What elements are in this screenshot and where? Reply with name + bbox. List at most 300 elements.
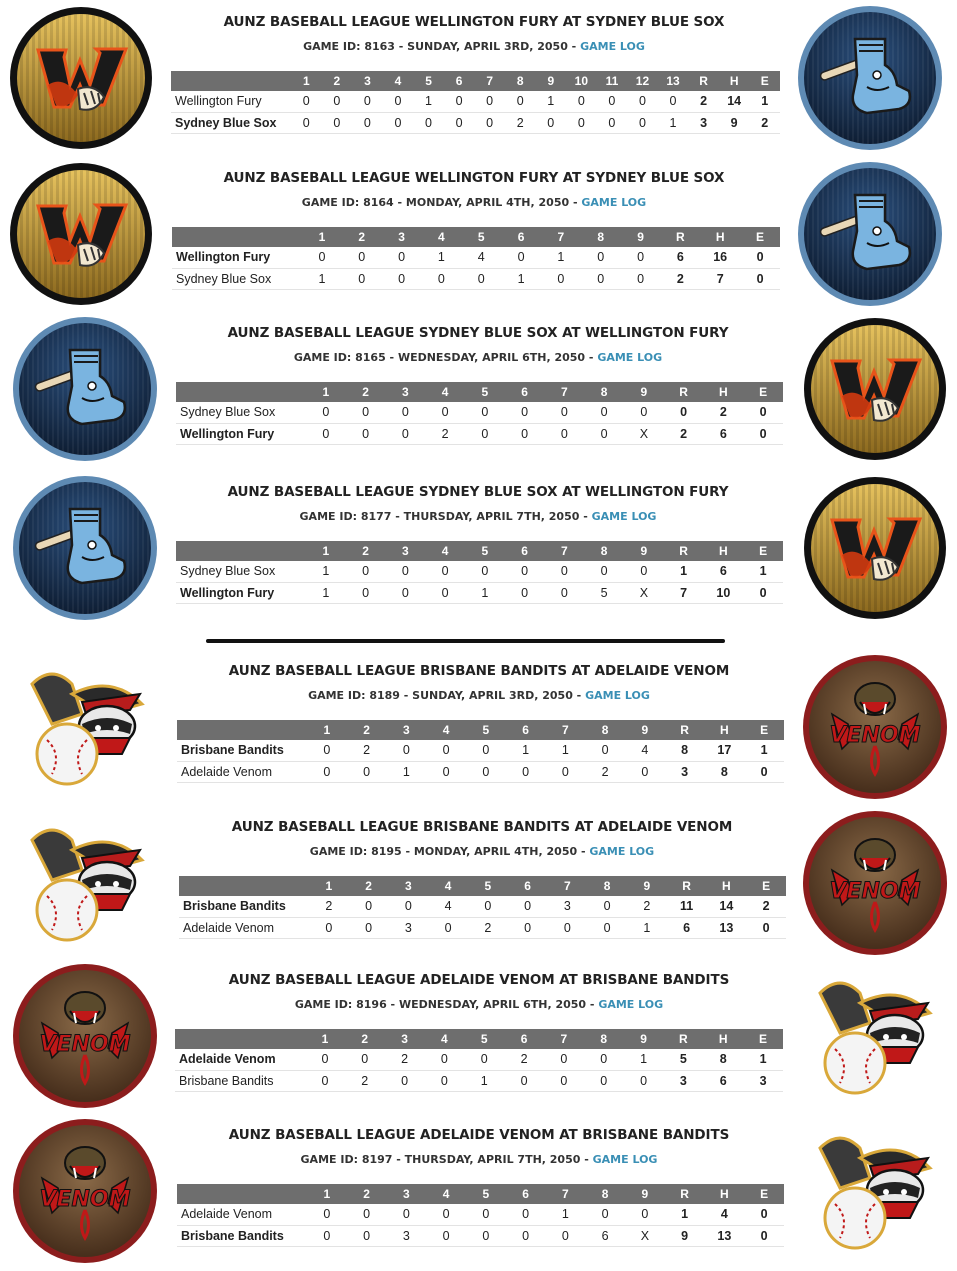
game-title: AUNZ BASEBALL LEAGUE ADELAIDE VENOM AT BRISBANE BANDITS — [228, 972, 730, 988]
team-name: Sydney Blue Sox — [172, 268, 302, 289]
team-column-header — [171, 71, 291, 91]
inning-score: 2 — [504, 1049, 544, 1070]
team-score-row — [176, 423, 783, 444]
total-e: 0 — [744, 761, 784, 782]
game-id-text: GAME ID: 8195 - MONDAY, APRIL 4TH, 2050 - — [309, 845, 590, 858]
inning-score: 0 — [425, 582, 465, 603]
box-score-header-row — [175, 1029, 783, 1049]
inning-header: 3 — [387, 1184, 427, 1204]
game-block — [0, 649, 957, 805]
inning-header: 1 — [302, 227, 342, 247]
inning-score: 2 — [505, 112, 536, 133]
inning-score: 0 — [444, 112, 475, 133]
inning-score: 0 — [307, 761, 347, 782]
inning-header: 4 — [383, 71, 414, 91]
game-subtitle — [174, 196, 774, 209]
inning-score: 0 — [424, 1049, 464, 1070]
inning-header: E — [749, 71, 780, 91]
inning-header: 4 — [425, 541, 465, 561]
box-score-header-row — [176, 541, 783, 561]
game-block — [0, 0, 957, 156]
fury-logo — [802, 316, 948, 462]
inning-score: 0 — [597, 112, 628, 133]
inning-header: 6 — [506, 1184, 546, 1204]
team-column-header — [176, 382, 306, 402]
box-score-table — [179, 876, 786, 939]
total-e: 2 — [746, 896, 786, 917]
total-e: 1 — [743, 1049, 783, 1070]
total-h: 6 — [704, 561, 744, 582]
game-log-link[interactable]: GAME LOG — [598, 998, 664, 1011]
team-score-row — [179, 917, 786, 938]
inning-score: 0 — [508, 917, 548, 938]
inning-header: 4 — [426, 720, 466, 740]
game-block — [0, 156, 957, 312]
total-e: 0 — [744, 1204, 784, 1225]
team-score-row — [177, 761, 784, 782]
game-title: AUNZ BASEBALL LEAGUE BRISBANE BANDITS AT ADELAIDE VENOM — [231, 819, 733, 835]
inning-score: 0 — [291, 112, 322, 133]
inning-score: 0 — [506, 1204, 546, 1225]
inning-score: 0 — [347, 761, 387, 782]
inning-header: H — [700, 227, 740, 247]
inning-score: 0 — [342, 268, 382, 289]
game-log-link[interactable]: GAME LOG — [585, 689, 650, 702]
inning-header: 5 — [468, 876, 508, 896]
inning-header: E — [746, 876, 786, 896]
inning-header: R — [663, 1029, 703, 1049]
inning-score: 0 — [383, 91, 414, 112]
inning-header: 2 — [346, 541, 386, 561]
inning-score: X — [624, 423, 664, 444]
total-r: 1 — [664, 561, 704, 582]
fury-logo — [8, 161, 154, 307]
fury-logo — [802, 475, 948, 621]
inning-score: 0 — [383, 112, 414, 133]
team-score-row — [172, 247, 780, 268]
total-e: 0 — [744, 1225, 784, 1246]
inning-score: 0 — [382, 247, 422, 268]
inning-header: 4 — [428, 876, 468, 896]
inning-header: 1 — [306, 541, 346, 561]
inning-score: 1 — [421, 247, 461, 268]
inning-score: 0 — [627, 112, 658, 133]
team-score-row — [175, 1070, 783, 1091]
total-h: 6 — [704, 423, 744, 444]
inning-header: 2 — [322, 71, 353, 91]
venom-logo — [12, 1118, 158, 1264]
inning-score: 1 — [541, 247, 581, 268]
inning-header: 3 — [386, 541, 426, 561]
box-score-table — [175, 1029, 783, 1092]
game-log-link[interactable]: GAME LOG — [591, 510, 657, 523]
game-block — [0, 958, 957, 1114]
inning-header: 7 — [545, 541, 585, 561]
total-e: 1 — [749, 91, 780, 112]
total-r: 6 — [667, 917, 707, 938]
inning-score: 0 — [387, 740, 427, 761]
inning-header: H — [719, 71, 750, 91]
inning-score: 0 — [546, 1225, 586, 1246]
inning-score: 0 — [544, 1070, 584, 1091]
total-h: 8 — [705, 761, 745, 782]
game-block — [0, 1113, 957, 1269]
inning-score: 2 — [585, 761, 625, 782]
game-subtitle — [178, 510, 778, 523]
game-block — [0, 470, 957, 626]
inning-score: 1 — [624, 1049, 664, 1070]
team-score-row — [179, 896, 786, 917]
inning-score: 1 — [464, 1070, 504, 1091]
inning-score: 0 — [413, 112, 444, 133]
inning-score: 0 — [385, 1070, 425, 1091]
inning-header: 5 — [466, 1184, 506, 1204]
total-h: 14 — [719, 91, 750, 112]
total-h: 13 — [705, 1225, 745, 1246]
inning-score: 2 — [468, 917, 508, 938]
inning-header: 5 — [464, 1029, 504, 1049]
game-log-link[interactable]: GAME LOG — [597, 351, 663, 364]
inning-score: 0 — [581, 268, 621, 289]
game-log-link[interactable]: GAME LOG — [592, 1153, 658, 1166]
game-log-link[interactable]: GAME LOG — [580, 40, 645, 53]
game-subtitle — [179, 689, 779, 702]
inning-score: 0 — [464, 1049, 504, 1070]
bluesox-logo — [797, 5, 943, 151]
total-r: 3 — [665, 761, 705, 782]
total-e: 0 — [743, 582, 783, 603]
inning-score: 2 — [425, 423, 465, 444]
team-score-row — [177, 740, 784, 761]
total-e: 0 — [740, 247, 780, 268]
inning-header: H — [704, 382, 744, 402]
inning-score: 0 — [545, 582, 585, 603]
total-h: 4 — [705, 1204, 745, 1225]
inning-score: X — [624, 582, 664, 603]
game-subtitle — [182, 845, 782, 858]
svg-text:VENOM: VENOM — [39, 1032, 131, 1057]
inning-score: 0 — [584, 423, 624, 444]
box-score-header-row — [179, 876, 786, 896]
inning-header: 7 — [546, 720, 586, 740]
inning-score: 0 — [536, 112, 567, 133]
inning-score: 6 — [585, 1225, 625, 1246]
inning-score: 0 — [307, 1204, 347, 1225]
game-id-text: GAME ID: 8164 - MONDAY, APRIL 4TH, 2050 - — [301, 196, 582, 209]
inning-header: R — [665, 1184, 705, 1204]
inning-score: 0 — [352, 91, 383, 112]
inning-header: 5 — [461, 227, 501, 247]
team-name: Wellington Fury — [171, 91, 291, 112]
total-r: 9 — [665, 1225, 705, 1246]
game-id-text: GAME ID: 8163 - SUNDAY, APRIL 3RD, 2050 - — [303, 40, 581, 53]
inning-header: 9 — [536, 71, 567, 91]
inning-score: 1 — [506, 740, 546, 761]
inning-header: 9 — [625, 1184, 665, 1204]
total-e: 1 — [744, 740, 784, 761]
inning-header: 6 — [505, 541, 545, 561]
team-score-row — [177, 1204, 784, 1225]
inning-header: E — [744, 720, 784, 740]
inning-header: 3 — [385, 1029, 425, 1049]
team-score-row — [171, 91, 780, 112]
inning-score: 0 — [624, 402, 664, 423]
inning-score: 0 — [305, 1049, 345, 1070]
total-r: 5 — [663, 1049, 703, 1070]
inning-score: 0 — [347, 1204, 387, 1225]
inning-score: 4 — [428, 896, 468, 917]
bandits-logo — [800, 1118, 946, 1264]
total-h: 17 — [705, 740, 745, 761]
inning-score: 0 — [342, 247, 382, 268]
inning-score: 0 — [506, 761, 546, 782]
bluesox-logo — [797, 161, 943, 307]
team-name: Sydney Blue Sox — [176, 561, 306, 582]
inning-header: 1 — [307, 720, 347, 740]
total-e: 0 — [743, 423, 783, 444]
inning-header: 5 — [466, 720, 506, 740]
inning-score: 0 — [506, 1225, 546, 1246]
inning-score: 1 — [306, 561, 346, 582]
total-h: 2 — [704, 402, 744, 423]
total-r: 11 — [667, 896, 707, 917]
inning-header: 2 — [345, 1029, 385, 1049]
box-score-table — [177, 720, 784, 783]
game-id-text: GAME ID: 8165 - WEDNESDAY, APRIL 6TH, 2050 - — [293, 351, 598, 364]
inning-header: 8 — [587, 876, 627, 896]
inning-score: 0 — [566, 91, 597, 112]
inning-score: 0 — [584, 1070, 624, 1091]
inning-header: 2 — [347, 720, 387, 740]
inning-score: 0 — [444, 91, 475, 112]
inning-header: R — [660, 227, 700, 247]
inning-score: 0 — [627, 91, 658, 112]
inning-header: R — [664, 541, 704, 561]
inning-header: 5 — [465, 541, 505, 561]
inning-score: 1 — [306, 582, 346, 603]
inning-score: 0 — [346, 561, 386, 582]
inning-score: 0 — [466, 740, 506, 761]
inning-score: 0 — [346, 402, 386, 423]
game-title: AUNZ BASEBALL LEAGUE ADELAIDE VENOM AT BRISBANE BANDITS — [228, 1127, 730, 1143]
total-h: 9 — [719, 112, 750, 133]
inning-header: 2 — [346, 382, 386, 402]
inning-score: 1 — [546, 740, 586, 761]
bluesox-logo — [12, 316, 158, 462]
inning-score: 0 — [625, 761, 665, 782]
inning-header: 1 — [305, 1029, 345, 1049]
inning-header: 1 — [306, 382, 346, 402]
inning-score: 0 — [387, 1204, 427, 1225]
inning-score: 0 — [508, 896, 548, 917]
inning-header: 8 — [585, 720, 625, 740]
inning-score: 0 — [322, 91, 353, 112]
inning-score: 3 — [389, 917, 429, 938]
inning-score: 2 — [309, 896, 349, 917]
inning-score: 0 — [505, 423, 545, 444]
inning-header: 5 — [465, 382, 505, 402]
inning-score: 0 — [584, 561, 624, 582]
inning-score: 0 — [466, 761, 506, 782]
box-score-table — [177, 1184, 784, 1247]
inning-header: R — [664, 382, 704, 402]
game-block — [0, 805, 957, 961]
inning-score: 0 — [466, 1225, 506, 1246]
inning-header: 4 — [426, 1184, 466, 1204]
inning-header: 4 — [421, 227, 461, 247]
inning-score: 0 — [585, 1204, 625, 1225]
game-subtitle — [179, 1153, 779, 1166]
total-r: 2 — [664, 423, 704, 444]
box-score-header-row — [177, 1184, 784, 1204]
inning-header: 13 — [658, 71, 689, 91]
inning-score: 0 — [466, 1204, 506, 1225]
inning-score: 0 — [386, 582, 426, 603]
inning-header: 7 — [544, 1029, 584, 1049]
inning-header: 8 — [585, 1184, 625, 1204]
inning-score: 0 — [426, 1204, 466, 1225]
inning-score: 0 — [461, 268, 501, 289]
inning-header: 9 — [627, 876, 667, 896]
inning-score: 0 — [465, 402, 505, 423]
inning-score: 0 — [545, 402, 585, 423]
inning-header: R — [667, 876, 707, 896]
inning-header: 3 — [382, 227, 422, 247]
inning-header: 8 — [505, 71, 536, 91]
section-divider — [206, 639, 725, 643]
inning-header: E — [744, 1184, 784, 1204]
inning-score: 1 — [546, 1204, 586, 1225]
inning-header: 1 — [291, 71, 322, 91]
total-e: 0 — [743, 402, 783, 423]
total-h: 13 — [707, 917, 747, 938]
team-name: Wellington Fury — [176, 582, 306, 603]
inning-score: 0 — [544, 1049, 584, 1070]
inning-score: 0 — [545, 561, 585, 582]
inning-score: 0 — [566, 112, 597, 133]
inning-score: 0 — [584, 1049, 624, 1070]
inning-score: 0 — [322, 112, 353, 133]
inning-score: 0 — [505, 561, 545, 582]
inning-header: 7 — [474, 71, 505, 91]
inning-score: 0 — [306, 402, 346, 423]
inning-score: 0 — [505, 91, 536, 112]
inning-header: 9 — [625, 720, 665, 740]
game-title: AUNZ BASEBALL LEAGUE SYDNEY BLUE SOX AT WELLINGTON FURY — [227, 325, 729, 341]
inning-score: 0 — [546, 761, 586, 782]
team-score-row — [176, 582, 783, 603]
game-id-text: GAME ID: 8196 - WEDNESDAY, APRIL 6TH, 2050 - — [294, 998, 599, 1011]
total-e: 0 — [740, 268, 780, 289]
box-score-table — [176, 382, 783, 445]
inning-header: 9 — [621, 227, 661, 247]
inning-header: 10 — [566, 71, 597, 91]
inning-score: 2 — [347, 740, 387, 761]
inning-score: 0 — [307, 740, 347, 761]
inning-header: 4 — [425, 382, 465, 402]
inning-score: 4 — [461, 247, 501, 268]
inning-score: 0 — [468, 896, 508, 917]
inning-score: 1 — [465, 582, 505, 603]
inning-score: 0 — [585, 740, 625, 761]
inning-header: 8 — [584, 382, 624, 402]
inning-score: 0 — [426, 1225, 466, 1246]
game-log-link[interactable]: GAME LOG — [589, 845, 655, 858]
total-r: 3 — [663, 1070, 703, 1091]
inning-score: 4 — [625, 740, 665, 761]
inning-score: 0 — [474, 112, 505, 133]
inning-header: H — [705, 720, 745, 740]
team-score-row — [171, 112, 780, 133]
inning-header: 1 — [307, 1184, 347, 1204]
inning-header: 6 — [505, 382, 545, 402]
game-subtitle — [179, 998, 779, 1011]
inning-score: 0 — [501, 247, 541, 268]
game-title: AUNZ BASEBALL LEAGUE SYDNEY BLUE SOX AT WELLINGTON FURY — [227, 484, 729, 500]
inning-score: 0 — [389, 896, 429, 917]
total-r: 7 — [664, 582, 704, 603]
box-score-table — [171, 71, 780, 134]
inning-score: 0 — [505, 582, 545, 603]
total-r: 3 — [688, 112, 719, 133]
inning-score: 3 — [387, 1225, 427, 1246]
team-name: Adelaide Venom — [177, 761, 307, 782]
inning-header: 8 — [584, 541, 624, 561]
team-name: Adelaide Venom — [175, 1049, 305, 1070]
inning-header: 8 — [584, 1029, 624, 1049]
fury-logo — [8, 5, 154, 151]
box-score-header-row — [176, 382, 783, 402]
inning-header: 4 — [424, 1029, 464, 1049]
team-score-row — [175, 1049, 783, 1070]
inning-header: 9 — [624, 1029, 664, 1049]
inning-header: 6 — [501, 227, 541, 247]
inning-score: 2 — [345, 1070, 385, 1091]
total-e: 2 — [749, 112, 780, 133]
inning-score: 2 — [627, 896, 667, 917]
svg-text:VENOM: VENOM — [829, 723, 921, 748]
box-score-table — [176, 541, 783, 604]
inning-header: 3 — [387, 720, 427, 740]
bluesox-logo — [12, 475, 158, 621]
game-log-link[interactable]: GAME LOG — [581, 196, 647, 209]
inning-header: 3 — [389, 876, 429, 896]
inning-header: E — [743, 382, 783, 402]
inning-score: 0 — [425, 561, 465, 582]
inning-score: 0 — [386, 402, 426, 423]
venom-logo — [802, 654, 948, 800]
total-r: 6 — [660, 247, 700, 268]
inning-header: 7 — [548, 876, 588, 896]
inning-score: 0 — [386, 561, 426, 582]
game-id-text: GAME ID: 8177 - THURSDAY, APRIL 7TH, 2050 - — [299, 510, 592, 523]
inning-header: 7 — [546, 1184, 586, 1204]
bandits-logo — [800, 963, 946, 1109]
game-id-text: GAME ID: 8197 - THURSDAY, APRIL 7TH, 2050 - — [300, 1153, 593, 1166]
inning-score: 1 — [501, 268, 541, 289]
inning-score: 0 — [349, 917, 389, 938]
total-h: 10 — [704, 582, 744, 603]
inning-score: 0 — [621, 268, 661, 289]
game-title: AUNZ BASEBALL LEAGUE BRISBANE BANDITS AT ADELAIDE VENOM — [228, 663, 730, 679]
svg-text:VENOM: VENOM — [829, 879, 921, 904]
inning-score: 0 — [305, 1070, 345, 1091]
bandits-logo — [12, 654, 158, 800]
inning-score: 0 — [505, 402, 545, 423]
inning-score: 0 — [345, 1049, 385, 1070]
game-title: AUNZ BASEBALL LEAGUE WELLINGTON FURY AT SYDNEY BLUE SOX — [223, 170, 725, 186]
total-h: 14 — [707, 896, 747, 917]
